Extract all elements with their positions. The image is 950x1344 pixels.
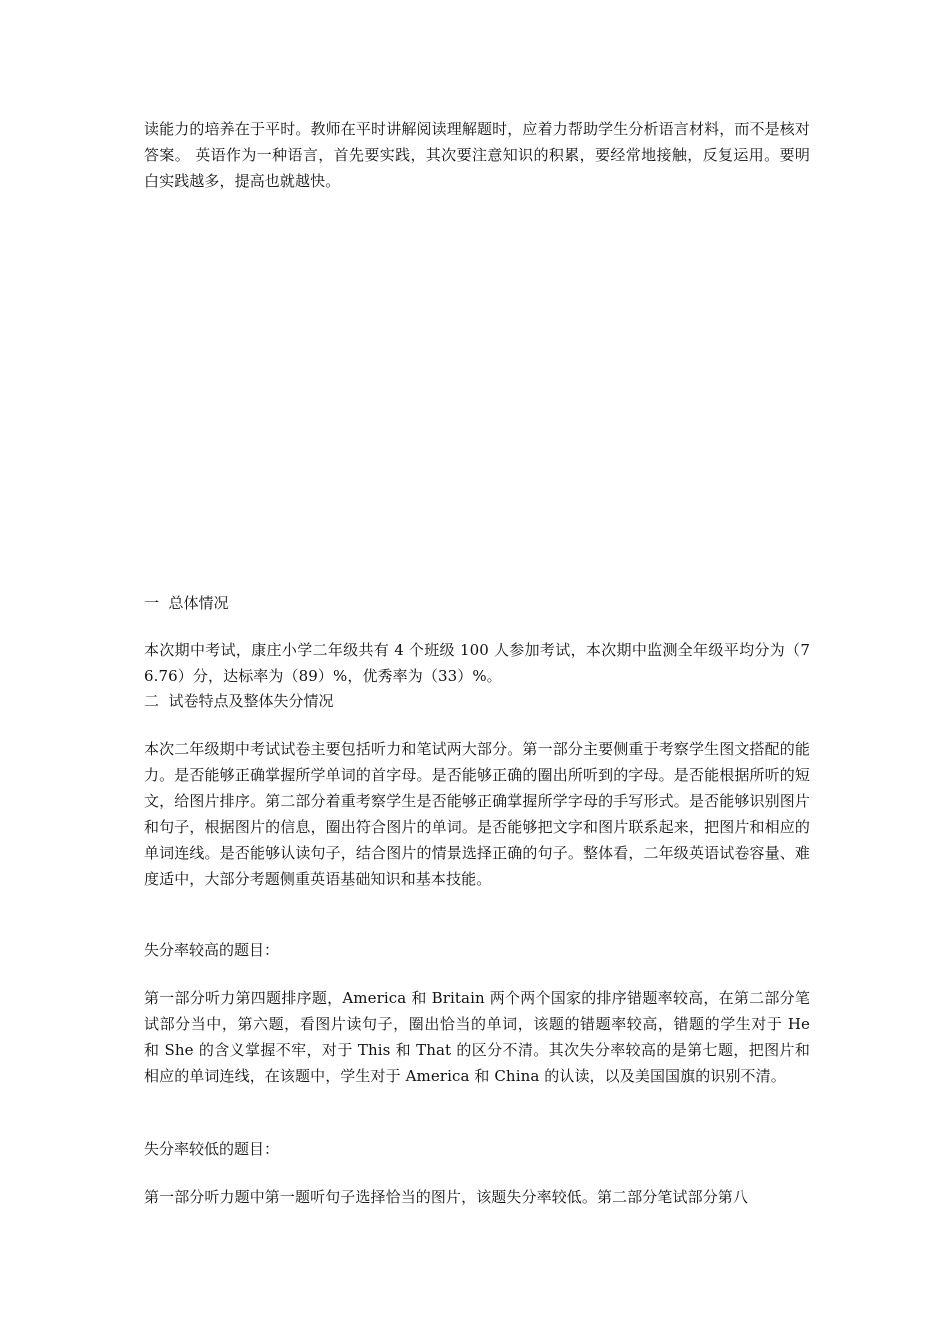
high-loss-heading: 失分率较高的题目： — [144, 941, 280, 959]
intro-paragraph: 读能力的培养在于平时。教师在平时讲解阅读理解题时，应着力帮助学生分析语言材料，而不是核对答案。 英语作为一种语言，首先要实践，其次要注意知识的积累，要经常地接触，反复运用。要明白实践越多，提高也就越快。 — [144, 120, 810, 190]
high-loss-paragraph: 第一部分听力第四题排序题，America 和 Britain 两个两个国家的排序错题率较高，在第二部分笔试部分当中，第六题，看图片读句子，圈出恰当的单词，该题的错题率较高，错题的学生对于 He 和 She 的含义掌握不牢，对于 This 和 That 的区分不清。其次失分率较高的是第七题，把图片和相应的单词连线，在该题中，学生对于 America 和 China 的认读，以及美国国旗的识别不清。 — [144, 989, 810, 1085]
low-loss-heading: 失分率较低的题目： — [144, 1140, 280, 1158]
section2-heading: 二 试卷特点及整体失分情况 — [144, 692, 334, 710]
section1-paragraph: 本次期中考试，康庄小学二年级共有 4 个班级 100 人参加考试，本次期中监测全年级平均分为（76.76）分，达标率为（89）%，优秀率为（33）%。 — [144, 641, 810, 685]
section1-heading: 一 总体情况 — [144, 594, 229, 612]
section2-paragraph: 本次二年级期中考试试卷主要包括听力和笔试两大部分。第一部分主要侧重于考察学生图文搭配的能力。是否能够正确掌握所学单词的首字母。是否能够正确的圈出所听到的字母。是否能根据所听的短文，给图片排序。第二部分着重考察学生是否能够正确掌握所学字母的手写形式。是否能够识别图片和句子，根据图片的信息，圈出符合图片的单词。是否能够把文字和图片联系起来，把图片和相应的单词连线。是否能够认读句子，结合图片的情景选择正确的句子。整体看，二年级英语试卷容量、难度适中，大部分考题侧重英语基础知识和基本技能。 — [144, 740, 810, 888]
low-loss-paragraph: 第一部分听力题中第一题听句子选择恰当的图片，该题失分率较低。第二部分笔试部分第八 — [144, 1188, 749, 1206]
